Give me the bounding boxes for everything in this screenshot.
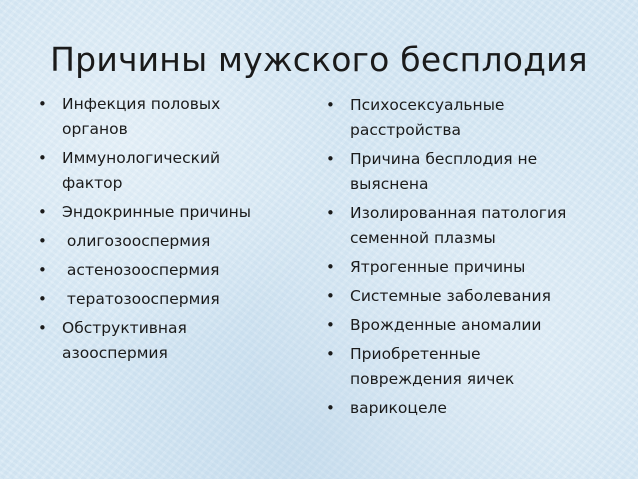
list-item-text: Иммунологический фактор	[62, 149, 221, 192]
list-item-text: Ятрогенные причины	[350, 258, 526, 276]
bullet-icon: •	[38, 203, 47, 221]
list-item	[38, 146, 262, 196]
bullet-icon: •	[326, 96, 335, 114]
list-item	[326, 396, 608, 421]
list-item	[38, 229, 300, 254]
list-item-text: Инфекция половых органов	[62, 95, 221, 138]
list-item-text: Системные заболевания	[350, 287, 551, 305]
bullet-icon: •	[326, 345, 335, 363]
list-item	[38, 258, 300, 283]
list-item	[326, 201, 632, 251]
list-item	[326, 313, 608, 338]
bullet-icon: •	[38, 319, 47, 337]
slide-title: Причины мужского бесплодия	[50, 40, 588, 79]
list-item	[38, 92, 262, 142]
list-item-text: Обструктивная азооспермия	[62, 319, 187, 362]
bullet-icon: •	[38, 290, 47, 308]
list-item	[326, 93, 560, 143]
bullet-icon: •	[326, 204, 335, 222]
bullet-icon: •	[326, 316, 335, 334]
bullet-icon: •	[38, 149, 47, 167]
list-item	[38, 316, 242, 366]
list-item-text: Врожденные аномалии	[350, 316, 542, 334]
bullet-icon: •	[38, 261, 47, 279]
list-item	[326, 284, 608, 309]
bullet-icon: •	[326, 399, 335, 417]
list-item	[326, 342, 570, 392]
list-item-text: Приобретенные повреждения яичек	[350, 345, 515, 388]
list-item-text: варикоцеле	[350, 399, 447, 417]
list-item-text: Эндокринные причины	[62, 203, 252, 221]
bullet-icon: •	[326, 150, 335, 168]
list-item	[326, 255, 608, 280]
list-item-text: олигозооспермия	[62, 232, 211, 250]
left-bullet-list	[38, 92, 300, 370]
list-item-text: Причина бесплодия не выяснена	[350, 150, 538, 193]
list-item	[38, 287, 300, 312]
list-item-text: тератозооспермия	[62, 290, 220, 308]
list-item	[38, 200, 300, 225]
bullet-icon: •	[326, 287, 335, 305]
bullet-icon: •	[326, 258, 335, 276]
bullet-icon: •	[38, 232, 47, 250]
list-item-text: астенозооспермия	[62, 261, 220, 279]
list-item-text: Изолированная патология семенной плазмы	[350, 204, 567, 247]
list-item	[326, 147, 580, 197]
bullet-icon: •	[38, 95, 47, 113]
right-bullet-list	[326, 93, 608, 425]
list-item-text: Психосексуальные расстройства	[350, 96, 505, 139]
